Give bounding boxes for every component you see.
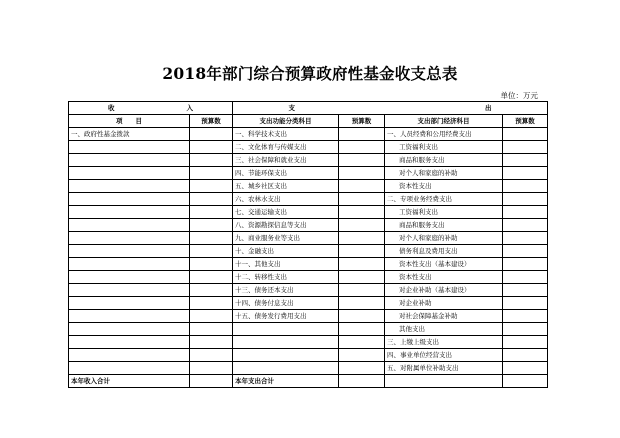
income-total-value xyxy=(190,375,233,388)
econ-item-cell: 商品和服务支出 xyxy=(385,219,503,232)
income-budget-cell xyxy=(190,193,233,206)
econ-budget-cell xyxy=(503,245,548,258)
income-budget-cell xyxy=(190,245,233,258)
func-budget-cell xyxy=(339,323,385,336)
func-item-cell: 一、科学技术支出 xyxy=(233,128,339,141)
table-row xyxy=(69,193,548,206)
table-row xyxy=(69,297,548,310)
income-item-cell: 一、政府性基金拨款 xyxy=(69,128,190,141)
econ-budget-cell xyxy=(503,349,548,362)
table-row xyxy=(69,310,548,323)
econ-item-cell: 对个人和家庭的补助 xyxy=(385,232,503,245)
func-item-cell: 十三、债务还本支出 xyxy=(233,284,339,297)
func-budget-cell xyxy=(339,297,385,310)
income-item-cell xyxy=(69,193,190,206)
budget-table xyxy=(68,101,548,388)
econ-item-cell: 对个人和家庭的补助 xyxy=(385,167,503,180)
income-budget-cell xyxy=(190,284,233,297)
income-budget-cell xyxy=(190,297,233,310)
table-row xyxy=(69,362,548,375)
income-budget-cell xyxy=(190,206,233,219)
income-item-cell xyxy=(69,349,190,362)
econ-budget-cell xyxy=(503,232,548,245)
econ-item-cell: 资本性支出（基本建设） xyxy=(385,258,503,271)
econ-item-cell: 对企业补助（基本建设） xyxy=(385,284,503,297)
econ-item-cell: 五、对附属单位补助支出 xyxy=(385,362,503,375)
func-item-cell: 十一、其他支出 xyxy=(233,258,339,271)
income-budget-cell xyxy=(190,310,233,323)
income-budget-cell xyxy=(190,258,233,271)
econ-budget-cell xyxy=(503,206,548,219)
econ-item-cell: 对企业补助 xyxy=(385,297,503,310)
func-item-cell: 六、农林水支出 xyxy=(233,193,339,206)
func-budget-cell xyxy=(339,193,385,206)
income-item-cell xyxy=(69,336,190,349)
func-item-cell: 九、商业服务业等支出 xyxy=(233,232,339,245)
income-budget-cell xyxy=(190,271,233,284)
income-item-cell xyxy=(69,219,190,232)
func-item-cell xyxy=(233,336,339,349)
econ-budget-cell xyxy=(503,323,548,336)
func-budget-cell xyxy=(339,310,385,323)
income-item-cell xyxy=(69,258,190,271)
econ-budget-cell xyxy=(503,336,548,349)
table-row xyxy=(69,167,548,180)
func-budget-cell xyxy=(339,180,385,193)
econ-budget-cell xyxy=(503,193,548,206)
func-budget-cell xyxy=(339,141,385,154)
func-budget-cell xyxy=(339,154,385,167)
income-total-label: 本年收入合计 xyxy=(69,375,190,388)
income-item-cell xyxy=(69,141,190,154)
col-header-item: 项 目 xyxy=(69,115,190,128)
econ-budget-cell xyxy=(503,154,548,167)
func-item-cell: 十二、转移性支出 xyxy=(233,271,339,284)
income-header: 收 入 xyxy=(69,102,233,115)
income-item-cell xyxy=(69,245,190,258)
func-item-cell: 十四、债务付息支出 xyxy=(233,297,339,310)
header-row-2 xyxy=(69,115,548,128)
table-row xyxy=(69,323,548,336)
func-budget-cell xyxy=(339,271,385,284)
econ-budget-cell xyxy=(503,297,548,310)
income-budget-cell xyxy=(190,154,233,167)
income-budget-cell xyxy=(190,167,233,180)
func-item-cell xyxy=(233,362,339,375)
income-item-cell xyxy=(69,167,190,180)
table-row xyxy=(69,245,548,258)
table-row xyxy=(69,349,548,362)
func-item-cell: 三、社会保障和就业支出 xyxy=(233,154,339,167)
col-header-econ: 支出部门经济科目 xyxy=(385,115,503,128)
income-budget-cell xyxy=(190,362,233,375)
total-row xyxy=(69,375,548,388)
income-item-cell xyxy=(69,232,190,245)
col-header-budget: 预算数 xyxy=(339,115,385,128)
econ-item-cell: 工资福利支出 xyxy=(385,141,503,154)
header-row-1 xyxy=(69,102,548,115)
func-item-cell: 十五、债务发行费用支出 xyxy=(233,310,339,323)
table-row xyxy=(69,180,548,193)
econ-item-cell: 资本性支出 xyxy=(385,180,503,193)
func-budget-cell xyxy=(339,336,385,349)
income-item-cell xyxy=(69,310,190,323)
income-item-cell xyxy=(69,323,190,336)
func-budget-cell xyxy=(339,128,385,141)
income-item-cell xyxy=(69,180,190,193)
func-item-cell: 四、节能环保支出 xyxy=(233,167,339,180)
income-item-cell xyxy=(69,362,190,375)
econ-item-cell: 工资福利支出 xyxy=(385,206,503,219)
income-item-cell xyxy=(69,206,190,219)
func-budget-cell xyxy=(339,219,385,232)
func-budget-cell xyxy=(339,349,385,362)
income-budget-cell xyxy=(190,323,233,336)
func-item-cell xyxy=(233,349,339,362)
income-item-cell xyxy=(69,154,190,167)
col-header-budget: 预算数 xyxy=(190,115,233,128)
econ-item-cell: 债务利息及费用支出 xyxy=(385,245,503,258)
income-budget-cell xyxy=(190,232,233,245)
income-budget-cell xyxy=(190,180,233,193)
expense-total-label: 本年支出合计 xyxy=(233,375,339,388)
econ-budget-cell xyxy=(503,219,548,232)
func-item-cell: 五、城乡社区支出 xyxy=(233,180,339,193)
unit-label: 单位：万元 xyxy=(500,91,538,100)
table-row xyxy=(69,154,548,167)
func-total-value xyxy=(339,375,385,388)
table-row xyxy=(69,206,548,219)
econ-budget-cell xyxy=(503,284,548,297)
expense-header: 支 出 xyxy=(233,102,548,115)
table-row xyxy=(69,271,548,284)
econ-budget-cell xyxy=(503,141,548,154)
table-row xyxy=(69,232,548,245)
income-item-cell xyxy=(69,271,190,284)
col-header-func: 支出功能分类科目 xyxy=(233,115,339,128)
income-budget-cell xyxy=(190,219,233,232)
income-budget-cell xyxy=(190,128,233,141)
table-row xyxy=(69,219,548,232)
col-header-budget: 预算数 xyxy=(503,115,548,128)
econ-budget-cell xyxy=(503,310,548,323)
func-budget-cell xyxy=(339,232,385,245)
income-item-cell xyxy=(69,284,190,297)
table-row xyxy=(69,284,548,297)
func-budget-cell xyxy=(339,245,385,258)
func-budget-cell xyxy=(339,284,385,297)
func-budget-cell xyxy=(339,362,385,375)
table-row xyxy=(69,258,548,271)
econ-item-cell: 一、人员经费和公用经费支出 xyxy=(385,128,503,141)
econ-budget-cell xyxy=(503,167,548,180)
table-row xyxy=(69,128,548,141)
econ-item-cell: 三、上缴上级支出 xyxy=(385,336,503,349)
income-item-cell xyxy=(69,297,190,310)
func-budget-cell xyxy=(339,258,385,271)
econ-total-value xyxy=(503,375,548,388)
econ-item-cell: 资本性支出 xyxy=(385,271,503,284)
func-item-cell xyxy=(233,323,339,336)
table-row xyxy=(69,141,548,154)
econ-budget-cell xyxy=(503,362,548,375)
econ-budget-cell xyxy=(503,180,548,193)
econ-item-cell: 四、事业单位经营支出 xyxy=(385,349,503,362)
econ-budget-cell xyxy=(503,128,548,141)
func-item-cell: 二、文化体育与传媒支出 xyxy=(233,141,339,154)
func-budget-cell xyxy=(339,167,385,180)
econ-budget-cell xyxy=(503,258,548,271)
econ-item-cell: 商品和服务支出 xyxy=(385,154,503,167)
func-item-cell: 七、交通运输支出 xyxy=(233,206,339,219)
func-budget-cell xyxy=(339,206,385,219)
income-budget-cell xyxy=(190,141,233,154)
income-budget-cell xyxy=(190,349,233,362)
table-row xyxy=(69,336,548,349)
econ-budget-cell xyxy=(503,271,548,284)
econ-total-label xyxy=(385,375,503,388)
econ-item-cell: 二、专项业务经费支出 xyxy=(385,193,503,206)
econ-item-cell: 对社会保障基金补助 xyxy=(385,310,503,323)
income-budget-cell xyxy=(190,336,233,349)
econ-item-cell: 其他支出 xyxy=(385,323,503,336)
func-item-cell: 八、资源勘探信息等支出 xyxy=(233,219,339,232)
func-item-cell: 十、金融支出 xyxy=(233,245,339,258)
page-title: 2018年部门综合预算政府性基金收支总表 xyxy=(162,64,458,83)
